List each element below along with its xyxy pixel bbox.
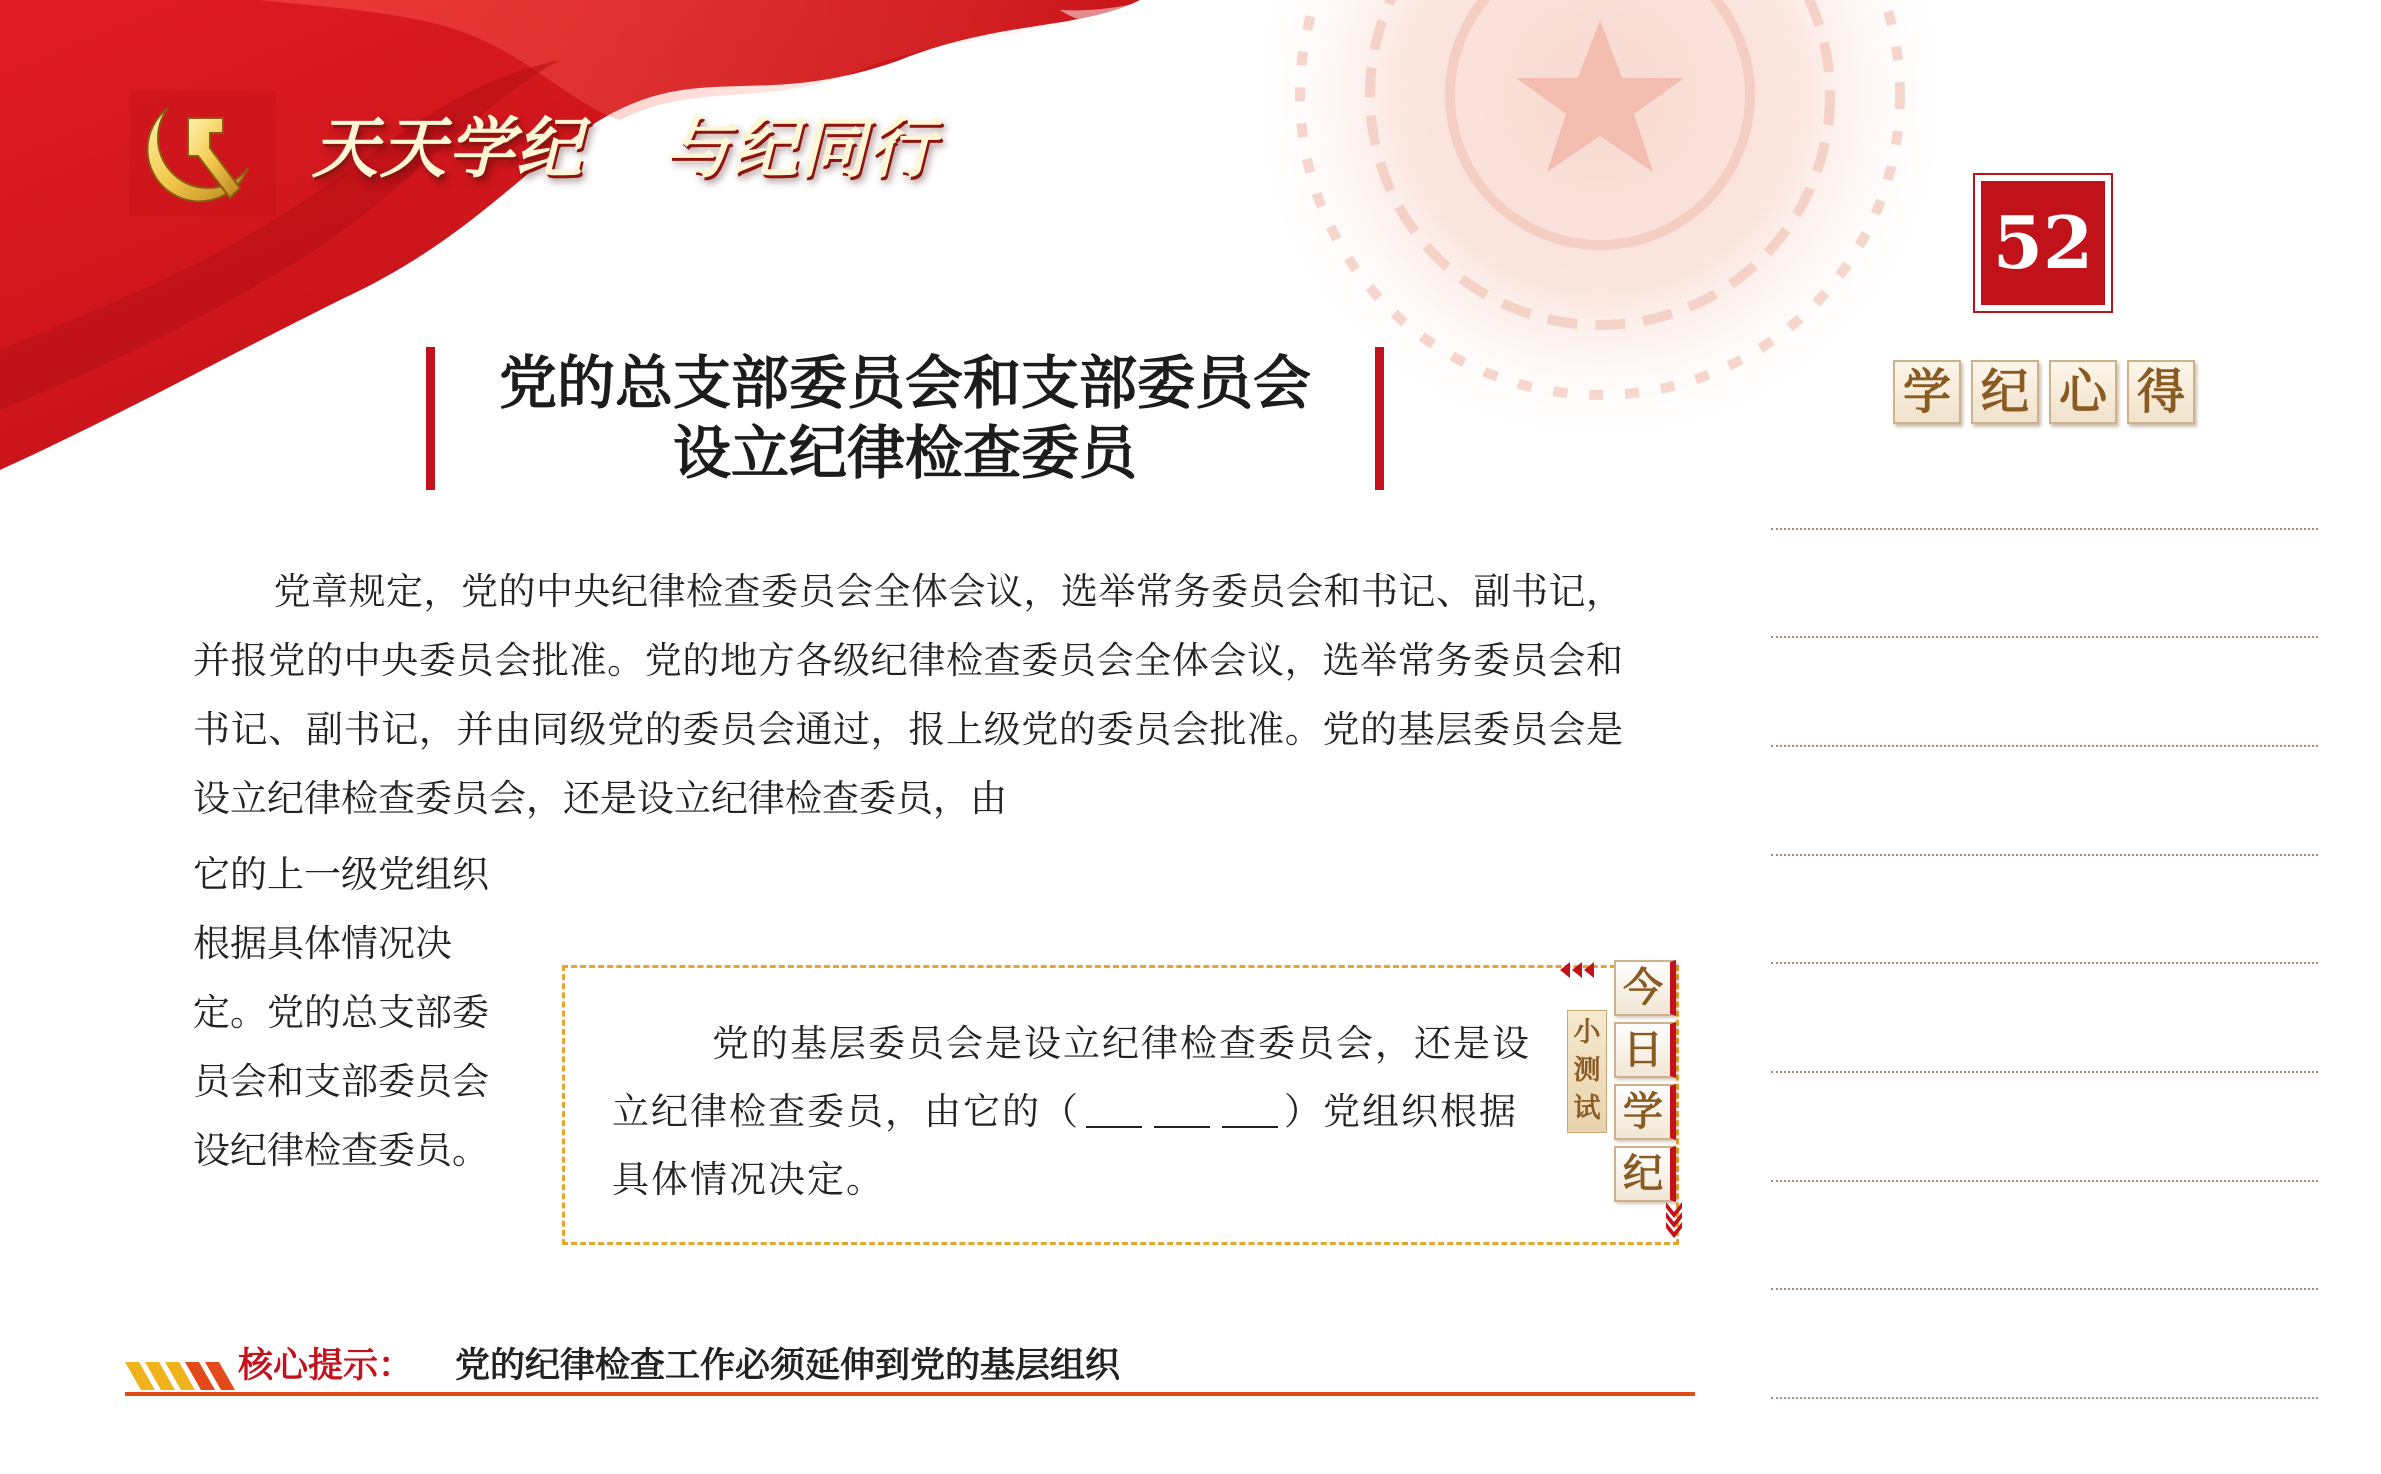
page-number-badge <box>1973 173 2113 313</box>
side-heading-char: 得 <box>2127 360 2195 424</box>
article-paragraph <box>193 557 1623 833</box>
note-line <box>1771 745 2318 747</box>
note-line <box>1771 962 2318 964</box>
side-heading-char: 学 <box>1893 360 1961 424</box>
title-line-1: 党的总支部委员会和支部委员会 <box>498 349 1311 417</box>
side-heading-char: 心 <box>2049 360 2117 424</box>
title-bar-right <box>1375 347 1384 490</box>
quiz-blank[interactable] <box>1086 1098 1142 1128</box>
footer-label: 核心提示： <box>238 1346 414 1386</box>
note-line <box>1771 1071 2318 1073</box>
slogan-part-2: 与纪同行 <box>664 109 936 187</box>
quiz-text-after: ）党组织根据具体情况决定。 <box>612 1090 1518 1201</box>
title-bar-left <box>426 347 435 490</box>
paragraph-main-text: 党章规定，党的中央纪律检查委员会全体会议，选举常务委员会和书记、副书记，并报党的中央委员会批准。党的地方各级纪律检查委员会全体会议，选举常务委员会和书记、副书记，并由同级党的委员会通过，报上级党的委员会批准。党的基层委员会是设立纪律检查委员会，还是设立纪律检查委员，由 <box>193 570 1623 820</box>
quiz-question <box>612 1010 1542 1214</box>
note-line <box>1771 528 2318 530</box>
quiz-blank[interactable] <box>1154 1098 1210 1128</box>
note-line <box>1771 636 2318 638</box>
slogan-part-1: 天天学纪 <box>312 109 584 187</box>
quiz-blank[interactable] <box>1222 1098 1278 1128</box>
quiz-badge-char: 学 <box>1614 1084 1676 1140</box>
quiz-label: 小测试 <box>1567 1010 1607 1133</box>
page-number: 52 <box>1981 181 2105 305</box>
quiz-badge-char: 日 <box>1614 1022 1676 1078</box>
note-line <box>1771 1397 2318 1399</box>
note-line <box>1771 1288 2318 1290</box>
footer-text: 党的纪律检查工作必须延伸到党的基层组织 <box>455 1346 1121 1386</box>
quiz-text-before: 党的基层委员会是设立纪律检查委员会，还是设立纪律检查委员，由它的（ <box>612 1022 1531 1133</box>
article-paragraph-continued: 它的上一级党组织根据具体情况决定。党的总支部委员会和支部委员会设纪律检查委员。 <box>193 853 489 1172</box>
quiz-badge-char: 纪 <box>1614 1146 1676 1202</box>
header-slogan <box>312 98 936 198</box>
quiz-badge-char: 今 <box>1614 960 1676 1016</box>
note-line <box>1771 1180 2318 1182</box>
article-title <box>440 348 1370 488</box>
party-emblem-icon <box>128 88 278 218</box>
side-panel-heading <box>1893 360 2193 430</box>
side-heading-char: 纪 <box>1971 360 2039 424</box>
note-line <box>1771 854 2318 856</box>
title-line-2: 设立纪律检查委员 <box>672 419 1137 487</box>
